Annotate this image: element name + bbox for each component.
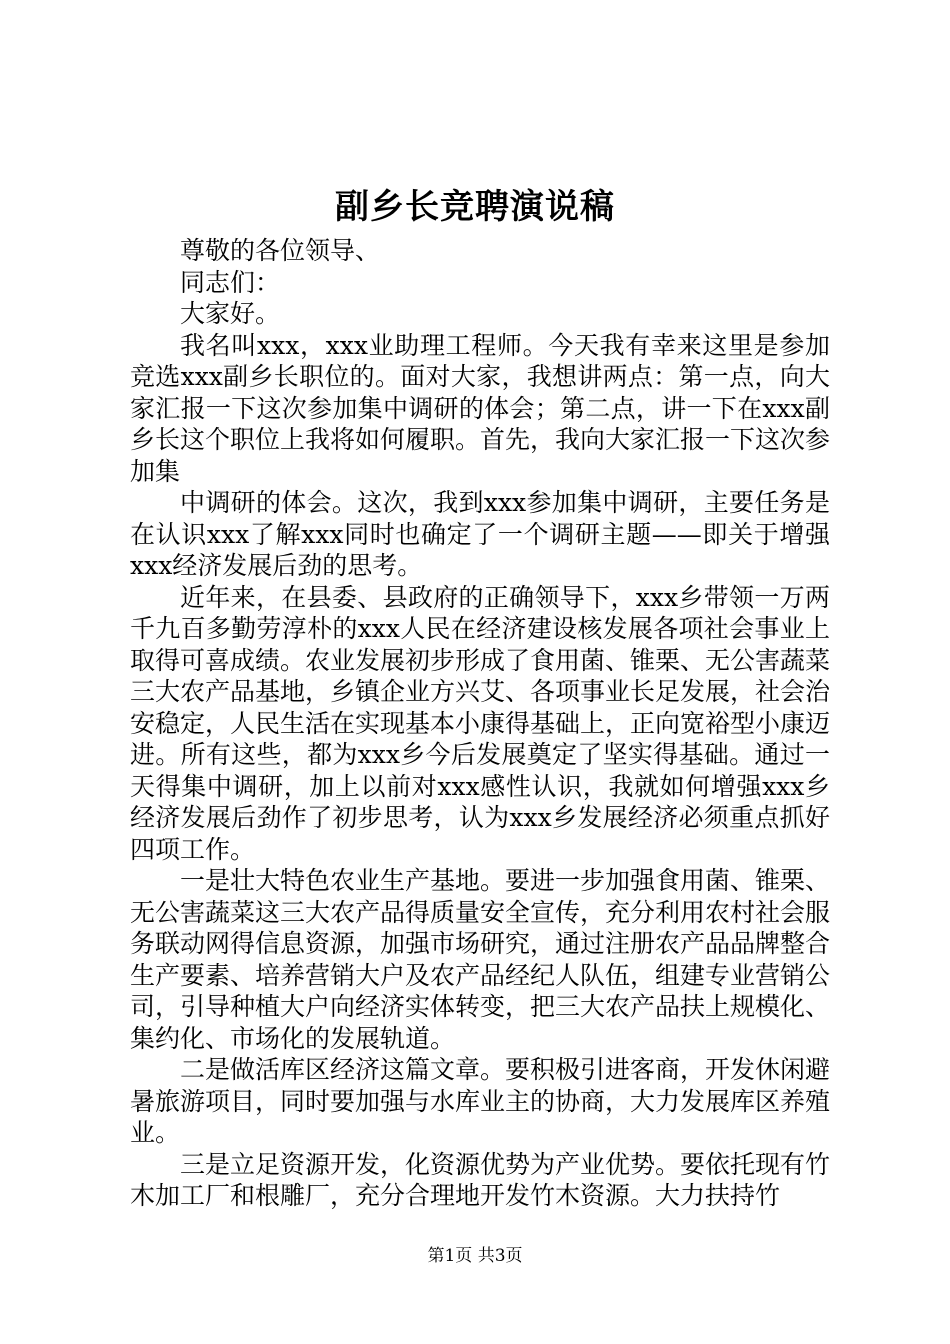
greeting-line-3: 大家好。 <box>180 299 281 328</box>
paragraph-point-one: 一是壮大特色农业生产基地。要进一步加强食用菌、锥栗、无公害蔬菜这三大农产品得质量安全宣传，充分利用农村社会服务联动网得信息资源，加强市场研究，通过注册农产品品牌整合生产要素、培养营销大户及农产品经纪人队伍，组建专业营销公司，引导种植大户向经济实体转变，把三大农产品扶上规模化、集约化、市场化的发展轨道。 <box>130 866 831 1053</box>
paragraph-recent-development: 近年来，在县委、县政府的正确领导下，xxx乡带领一万两千九百多勤劳淳朴的xxx人民在经济建设核发展各项社会事业上取得可喜成绩。农业发展初步形成了食用菌、锥栗、无公害蔬菜三大农产品基地，乡镇企业方兴艾、各项事业长足发展，社会治安稳定，人民生活在实现基本小康得基础上，正向宽裕型小康迈进。所有这些，都为xxx乡今后发展奠定了坚实得基础。通过一天得集中调研，加上以前对xxx感性认识，我就如何增强xxx乡经济发展后劲作了初步思考，认为xxx乡发展经济必须重点抓好四项工作。 <box>130 582 831 864</box>
paragraph-research-experience: 中调研的体会。这次，我到xxx参加集中调研，主要任务是在认识xxx了解xxx同时也确定了一个调研主题——即关于增强xxx经济发展后劲的思考。 <box>130 488 830 580</box>
paragraph-introduction: 我名叫xxx，xxx业助理工程师。今天我有幸来这里是参加竞选xxx副乡长职位的。面对大家，我想讲两点：第一点，向大家汇报一下这次参加集中调研的体会；第二点，讲一下在xxx副乡长这个职位上我将如何履职。首先，我向大家汇报一下这次参加集 <box>130 330 831 486</box>
document-body <box>130 235 830 1212</box>
greeting-line-1: 尊敬的各位领导、 <box>180 236 381 265</box>
page-footer: 第1页 共3页 <box>427 1246 523 1266</box>
greeting-line-2: 同志们： <box>180 267 281 297</box>
document-title: 副乡长竞聘演说稿 <box>335 187 615 227</box>
paragraph-point-two: 二是做活库区经济这篇文章。要积极引进客商，开发休闲避暑旅游项目，同时要加强与水库业主的协商，大力发展库区养殖业。 <box>130 1055 831 1147</box>
paragraph-point-three: 三是立足资源开发，化资源优势为产业优势。要依托现有竹木加工厂和根雕厂，充分合理地开发竹木资源。大力扶持竹 <box>130 1149 831 1210</box>
